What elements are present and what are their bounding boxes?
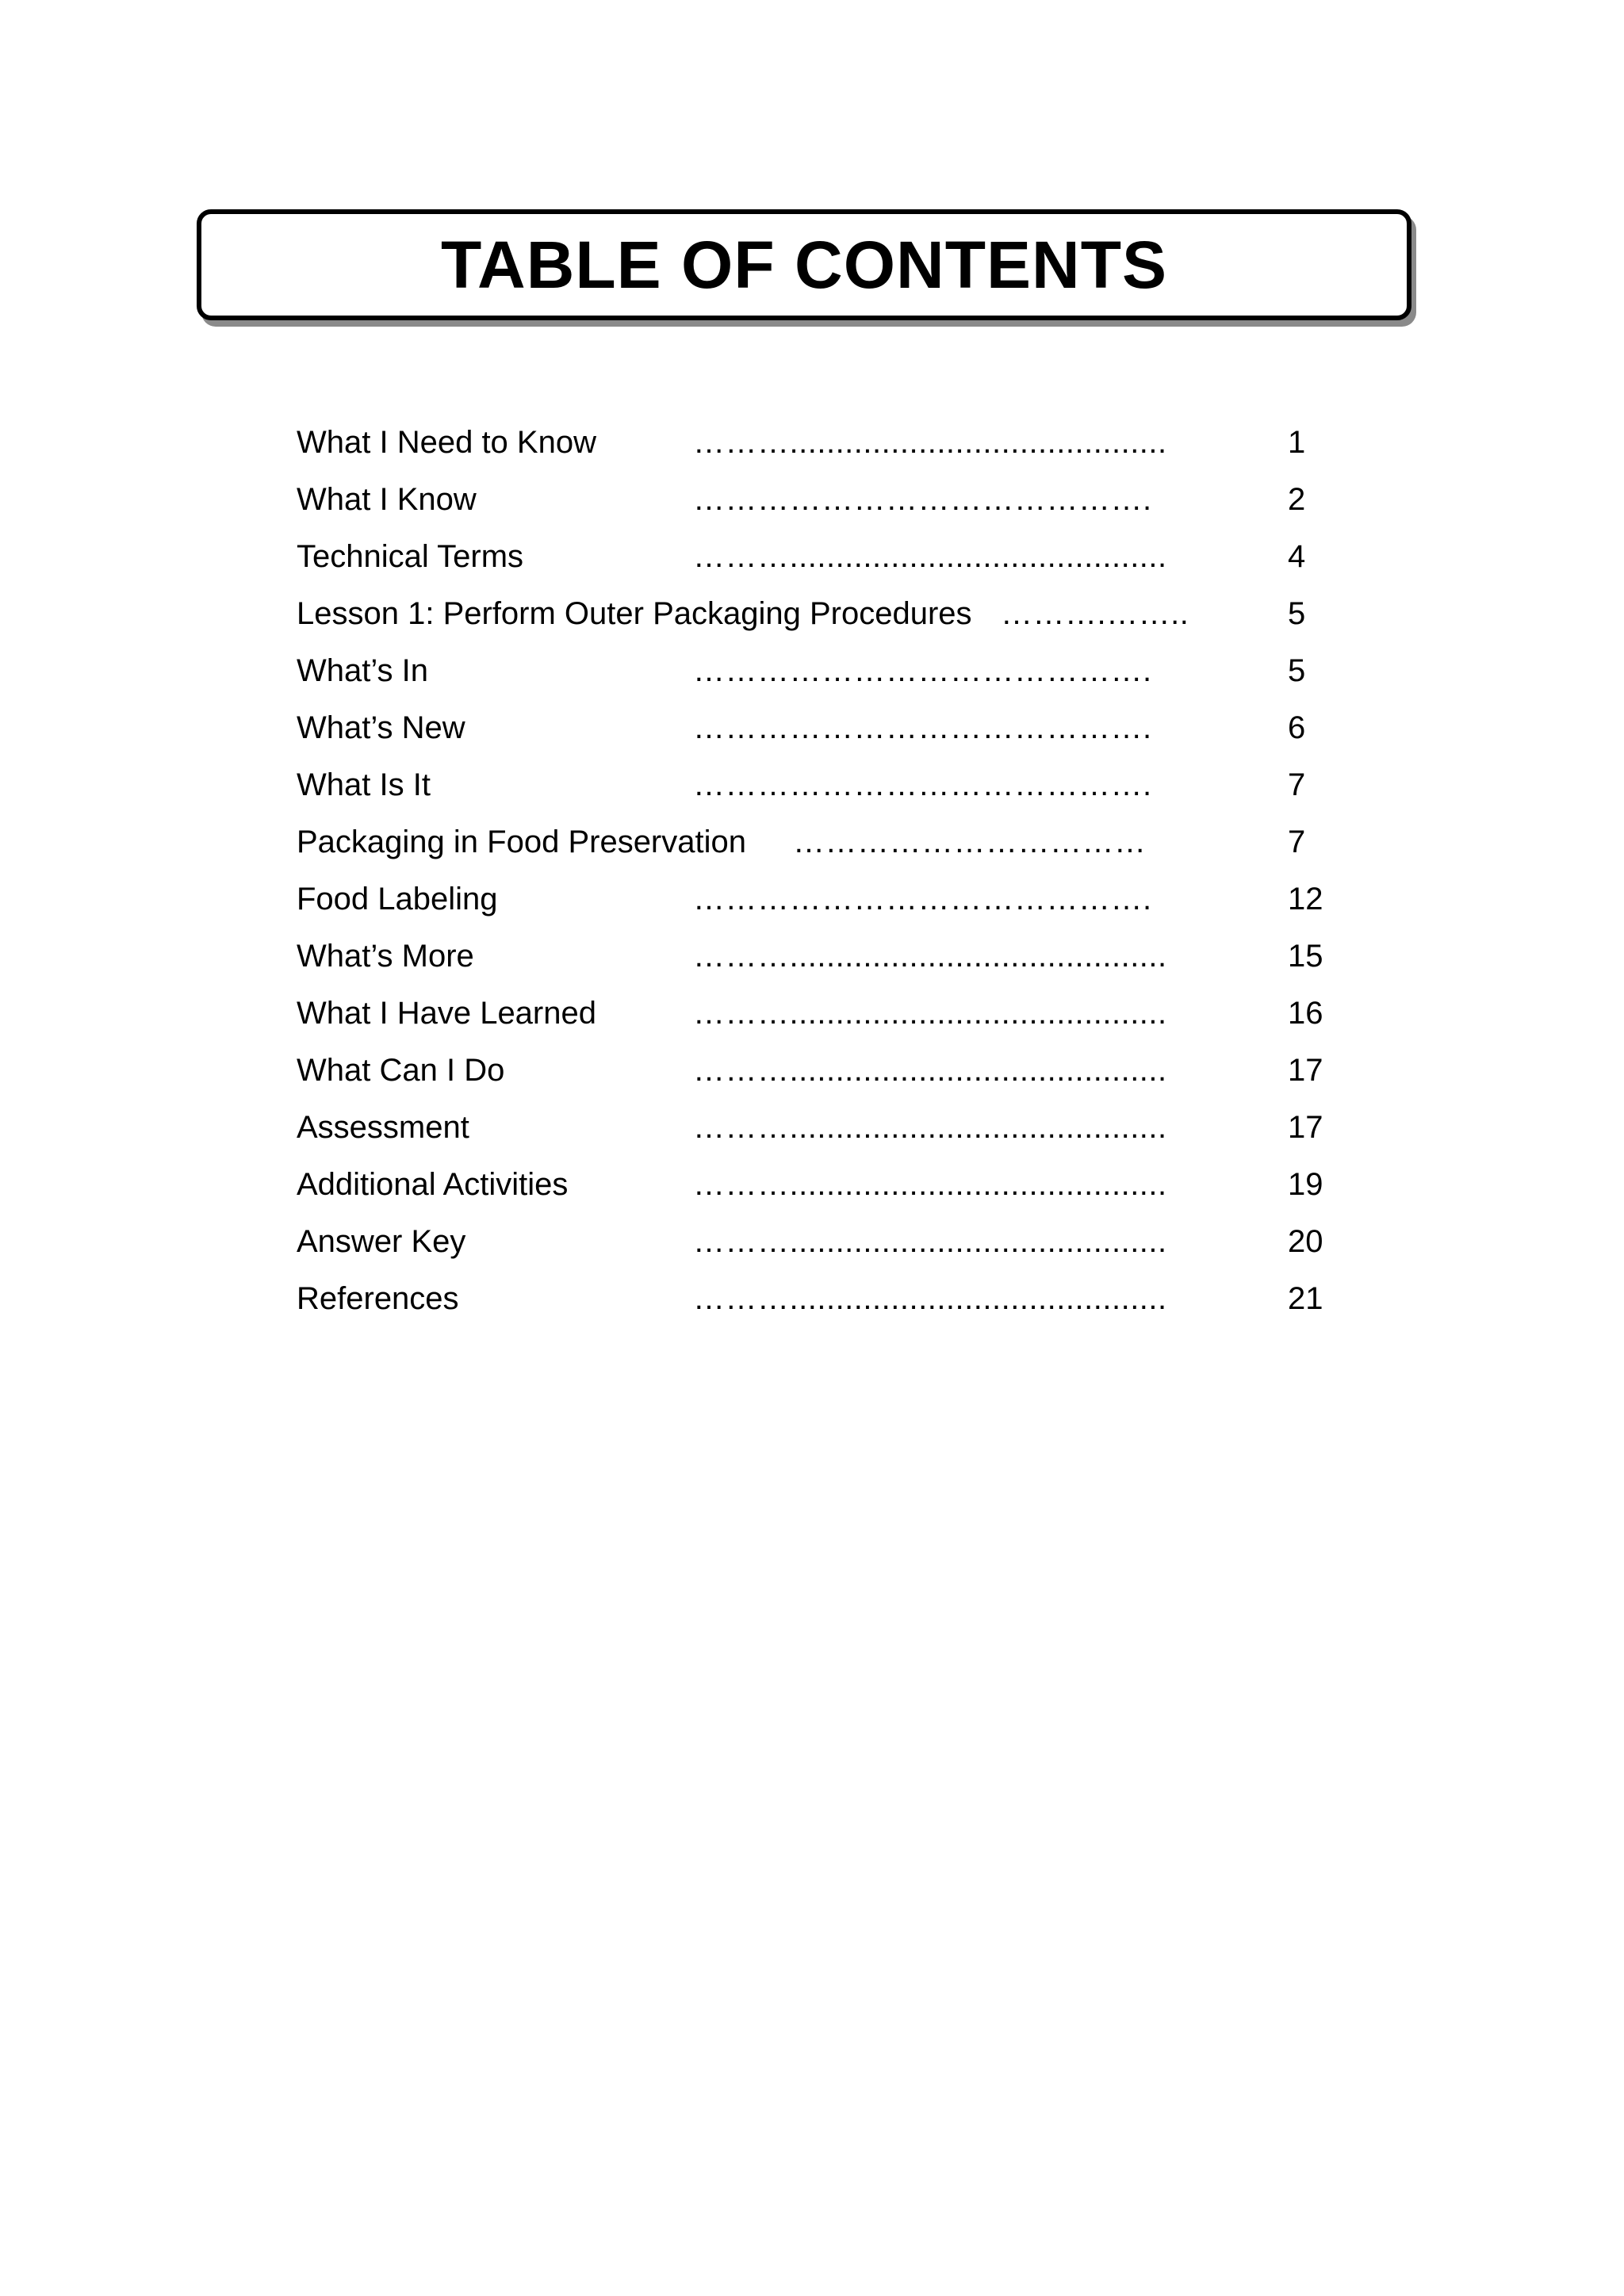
toc-leader-dots: ……….........................................	[693, 425, 1167, 460]
toc-page-number: 7	[1288, 825, 1306, 859]
toc-page-number: 17	[1288, 1110, 1323, 1145]
toc-page-number: 15	[1288, 939, 1323, 974]
toc-leader-dots: …………………………………….	[693, 710, 1152, 745]
toc-entry-label: Food Labeling	[297, 882, 498, 916]
toc-page-number: 19	[1288, 1167, 1323, 1202]
toc-entry-what-i-know[interactable]	[297, 471, 1351, 528]
toc-entry-label: What’s In	[297, 653, 428, 688]
toc-leader-dots: ……….........................................	[693, 1281, 1167, 1316]
table-of-contents	[297, 414, 1351, 1327]
toc-page-number: 17	[1288, 1053, 1323, 1088]
toc-entry-label: What Can I Do	[297, 1053, 505, 1088]
toc-leader-dots: ……….........................................	[693, 1053, 1167, 1088]
toc-entry-references[interactable]	[297, 1270, 1351, 1327]
toc-entry-label: Answer Key	[297, 1224, 466, 1259]
toc-leader-dots: ……….........................................	[693, 539, 1167, 574]
toc-entry-whats-new[interactable]	[297, 699, 1351, 756]
toc-page-number: 4	[1288, 539, 1306, 574]
toc-leader-dots: …………………………………….	[693, 653, 1152, 688]
toc-entry-label: What Is It	[297, 767, 431, 802]
toc-entry-label: Assessment	[297, 1110, 469, 1145]
toc-page-number: 7	[1288, 767, 1306, 802]
toc-page-number: 1	[1288, 425, 1306, 460]
toc-leader-dots: ……….........................................	[693, 1110, 1167, 1145]
toc-entry-label: Additional Activities	[297, 1167, 569, 1202]
toc-entry-label: Technical Terms	[297, 539, 524, 574]
toc-leader-dots: ……….........................................	[693, 1167, 1167, 1202]
toc-entry-whats-in[interactable]	[297, 642, 1351, 699]
toc-entry-packaging-in-food-preservation[interactable]	[297, 813, 1351, 871]
toc-entry-label: Lesson 1: Perform Outer Packaging Procedures	[297, 596, 972, 631]
title-box	[197, 209, 1411, 320]
toc-entry-what-i-need-to-know[interactable]	[297, 414, 1351, 471]
toc-page-number: 5	[1288, 596, 1306, 631]
toc-leader-dots: ……….……..	[1001, 596, 1189, 631]
toc-entry-technical-terms[interactable]	[297, 528, 1351, 585]
toc-entry-whats-more[interactable]	[297, 928, 1351, 985]
toc-page-number: 5	[1288, 653, 1306, 688]
toc-entry-label: What I Have Learned	[297, 996, 596, 1031]
toc-entry-lesson-1[interactable]	[297, 585, 1351, 642]
toc-entry-label: What’s More	[297, 939, 474, 974]
toc-entry-label: What I Know	[297, 482, 477, 517]
toc-leader-dots: …………………………………….	[693, 882, 1152, 916]
toc-leader-dots: …………………………………….	[693, 482, 1152, 517]
toc-entry-food-labeling[interactable]	[297, 871, 1351, 928]
toc-entry-answer-key[interactable]	[297, 1213, 1351, 1270]
toc-page-number: 20	[1288, 1224, 1323, 1259]
toc-entry-assessment[interactable]	[297, 1099, 1351, 1156]
toc-page-number: 12	[1288, 882, 1323, 916]
toc-entry-label: What I Need to Know	[297, 425, 596, 460]
toc-entry-label: Packaging in Food Preservation	[297, 825, 746, 859]
toc-page-number: 21	[1288, 1281, 1323, 1316]
toc-page-number: 16	[1288, 996, 1323, 1031]
toc-entry-label: References	[297, 1281, 459, 1316]
toc-leader-dots: ……….........................................	[693, 1224, 1167, 1259]
toc-leader-dots: ……….........................................	[693, 939, 1167, 974]
toc-entry-additional-activities[interactable]	[297, 1156, 1351, 1213]
toc-entry-label: What’s New	[297, 710, 465, 745]
toc-leader-dots: …………………………………….	[693, 767, 1152, 802]
toc-leader-dots: ……….........................................	[693, 996, 1167, 1031]
toc-entry-what-i-have-learned[interactable]	[297, 985, 1351, 1042]
toc-page-number: 2	[1288, 482, 1306, 517]
toc-entry-what-is-it[interactable]	[297, 756, 1351, 813]
toc-page-number: 6	[1288, 710, 1306, 745]
toc-entry-what-can-i-do[interactable]	[297, 1042, 1351, 1099]
page-title: TABLE OF CONTENTS	[440, 228, 1168, 302]
toc-leader-dots: ……………………………	[793, 825, 1147, 859]
